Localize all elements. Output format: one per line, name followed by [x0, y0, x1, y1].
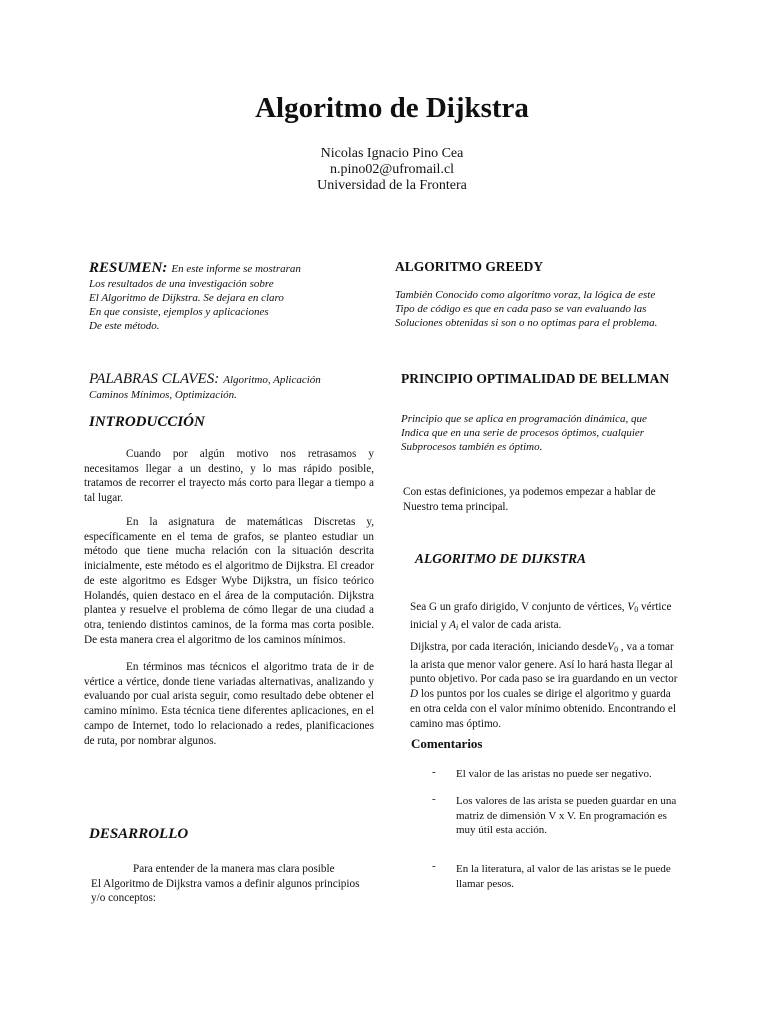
dijkstra-desc-line: camino mas óptimo. — [410, 717, 502, 730]
bellman-line: Indica que en una serie de procesos óptimos, cualquier — [401, 427, 645, 439]
paper-title: Algoritmo de Dijkstra — [255, 92, 529, 124]
greedy-heading: ALGORITMO GREEDY — [395, 259, 544, 274]
desarrollo-line: El Algoritmo de Dijkstra vamos a definir algunos principios — [91, 878, 360, 890]
intro-heading: INTRODUCCIÓN — [89, 414, 205, 430]
keywords — [89, 370, 389, 402]
greedy-text — [395, 288, 725, 330]
comment-item: El valor de las aristas no puede ser negativo. — [456, 768, 652, 780]
bullet-dash: - — [432, 766, 436, 778]
keywords-label: PALABRAS CLAVES: — [89, 371, 220, 387]
bullet-dash: - — [432, 860, 436, 872]
dijkstra-def-line: Sea G un grafo dirigido, V conjunto de vértices, $V_0$ vértice — [410, 601, 672, 614]
abstract-line: El Algoritmo de Dijkstra. Se dejara en claro — [89, 292, 284, 304]
abstract-line: Los resultados de una investigación sobre — [89, 278, 274, 290]
desarrollo-line: y/o conceptos: — [91, 892, 156, 904]
abstract-label: RESUMEN: — [89, 260, 168, 276]
keywords-first: Algoritmo, Aplicación — [223, 374, 321, 386]
abstract-line: En que consiste, ejemplos y aplicaciones — [89, 306, 269, 318]
definitions-text — [403, 485, 733, 514]
bellman-line: Subprocesos también es óptimo. — [401, 441, 543, 453]
keywords-second: Caminos Mínimos, Optimización. — [89, 389, 237, 401]
definitions-line: Con estas definiciones, ya podemos empezar a hablar de — [403, 486, 656, 498]
desarrollo-line: Para entender de la manera mas clara posible — [133, 863, 335, 875]
abstract-first-line: En este informe se mostraran — [171, 263, 301, 275]
intro-paragraph-3: En términos mas técnicos el algoritmo trata de ir de vértice a vértice, donde tiene variadas alternativas, analizando y evaluando por cual arista seguir, como resultado debe obtener el camino mínimo. Esta técnica tiene diferentes aplicaciones, en el campo de Internet, todo lo relacionado a redes, planificaciones de ruta, por nombrar algunos. — [84, 661, 374, 747]
dijkstra-description — [410, 640, 740, 731]
dijkstra-definition — [410, 600, 740, 635]
dijkstra-def-line: inicial y $A_i$ el valor de cada arista. — [410, 618, 562, 632]
intro-paragraph-2: En la asignatura de matemáticas Discretas y, específicamente en el tema de grafos, se planteo estudiar un método que tiene mucha relación con la situación descrita inicialmente, este método es el algoritmo de Dijkstra. El creador de este algoritmo es Edsger Wybe Dijkstra, un físico teórico Holandés, quien destaco en el área de la computación. Dijkstra plantea y resuelve el problema de cómo llegar de una ciudad a otra, teniendo distintos caminos, de la forma mas corta posible. De esta manera crea el algoritmo de los caminos mínimos. — [84, 516, 374, 646]
intro-paragraph-1: Cuando por algún motivo nos retrasamos y necesitamos llegar a un destino, y lo mas rápido posible, tratamos de recorrer el trayecto más corto para llegar a tiempo a tal lugar. — [84, 448, 374, 505]
author-email: n.pino02@ufromail.cl — [329, 162, 455, 177]
dijkstra-desc-line: la arista que menor valor genere. Así lo hará hasta llegar al — [410, 658, 673, 671]
desarrollo-heading: DESARROLLO — [89, 826, 189, 842]
author-name: Nicolas Ignacio Pino Cea — [320, 146, 464, 161]
bellman-text — [401, 412, 731, 454]
v0-symbol: $V_0$ — [627, 601, 639, 614]
dijkstra-desc-line: en otra celda con el valor mínimo obtenido. Encontrando el — [410, 702, 676, 715]
greedy-line: También Conocido como algoritmo voraz, la lógica de este — [395, 289, 656, 301]
comment-item: Los valores de las arista se pueden guardar en una matriz de dimensión V x V. En programación es muy útil esta acción. — [456, 795, 677, 836]
comentarios-heading: Comentarios — [411, 736, 483, 751]
dijkstra-heading: ALGORITMO DE DIJKSTRA — [415, 551, 587, 566]
author-affiliation: Universidad de la Frontera — [317, 178, 467, 193]
v0-symbol: $V_0$ — [607, 641, 619, 654]
dijkstra-desc-line: D los puntos por los cuales se dirige el algoritmo y guarda — [410, 688, 671, 701]
bellman-heading: PRINCIPIO OPTIMALIDAD DE BELLMAN — [401, 371, 670, 386]
bellman-line: Principio que se aplica en programación dinámica, que — [401, 413, 647, 425]
abstract — [89, 259, 389, 333]
greedy-line: Tipo de código es que en cada paso se van evaluando las — [395, 303, 647, 315]
definitions-line: Nuestro tema principal. — [403, 500, 509, 513]
bullet-dash: - — [432, 793, 436, 805]
abstract-line: De este método. — [89, 320, 160, 332]
greedy-line: Soluciones obtenidas si son o no optimas para el problema. — [395, 317, 658, 329]
dijkstra-desc-line: Dijkstra, por cada iteración, iniciando desdeV$_0$ , va a tomar — [410, 641, 674, 654]
comment-item: En la literatura, al valor de las aristas se le puede llamar pesos. — [456, 863, 671, 890]
ai-symbol: $A_i$ — [449, 618, 459, 632]
dijkstra-desc-line: punto objetivo. Por cada paso se ira guardando en un vector — [410, 673, 678, 686]
